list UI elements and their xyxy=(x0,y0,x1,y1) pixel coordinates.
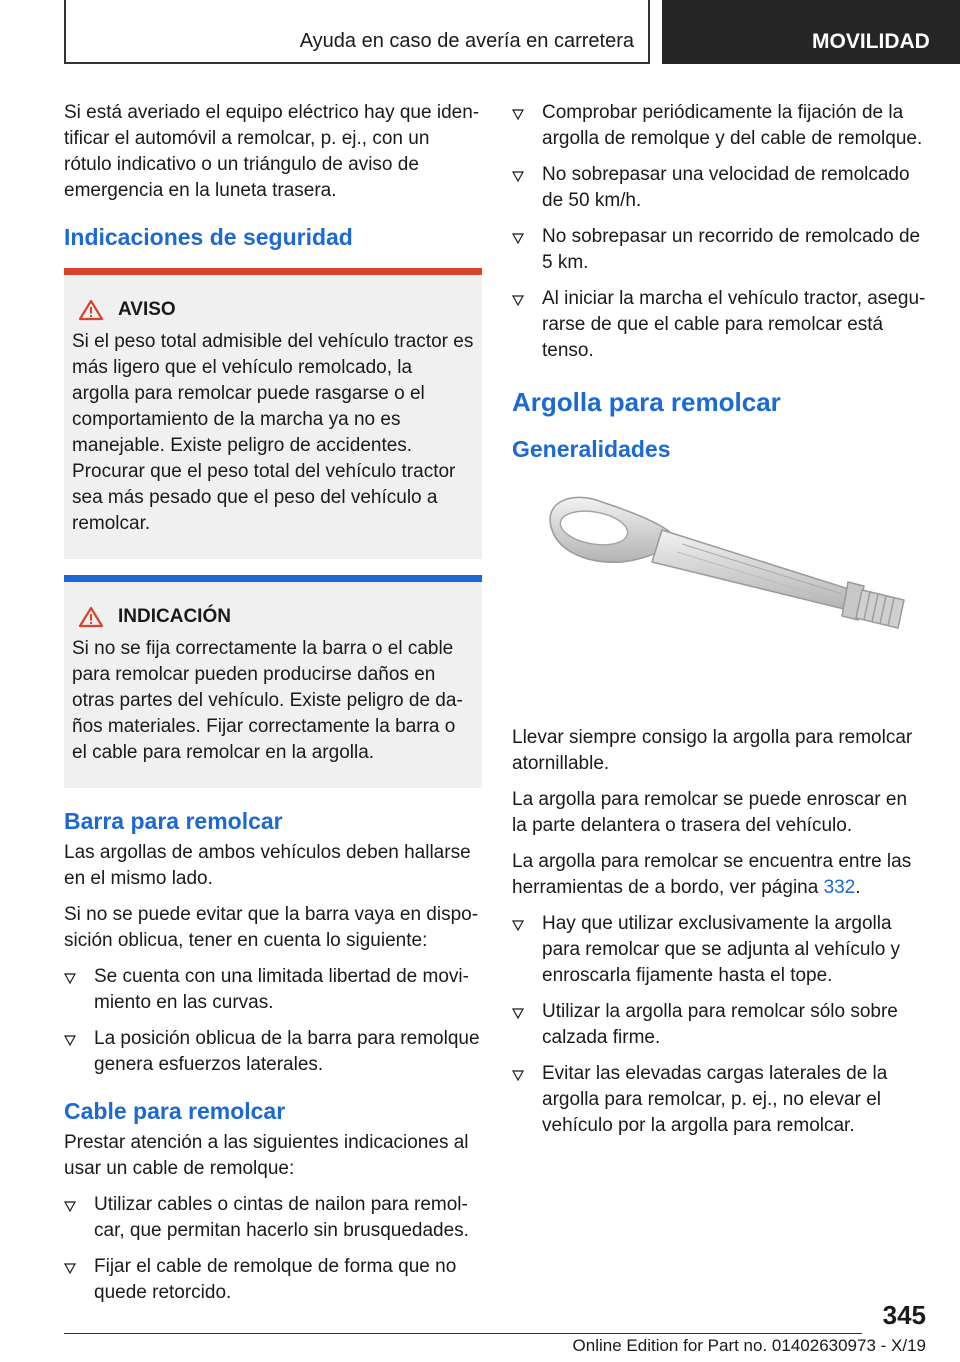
safety-heading: Indicaciones de seguridad xyxy=(64,224,353,250)
list-item: No sobrepasar una velocidad de remolcado de 50 km/h. xyxy=(512,162,926,214)
cable-paragraph: Prestar atención a las siguientes indicaciones al usar un cable de remolque: xyxy=(64,1132,469,1179)
tow-eye-illustration xyxy=(512,482,926,700)
list-item: Utilizar la argolla para remolcar sólo sobre calzada firme. xyxy=(512,999,926,1051)
header-frame xyxy=(64,0,650,64)
cable-list xyxy=(64,1192,482,1306)
left-column xyxy=(64,100,482,1316)
bullet-triangle-icon xyxy=(64,1200,76,1212)
tow-eye-paragraph-1: Llevar siempre consigo la argolla para remolcar atornillable. xyxy=(512,727,913,774)
warning-label: AVISO xyxy=(118,299,176,320)
list-item: Fijar el cable de remolque de forma que no quede retorcido. xyxy=(64,1254,482,1306)
tow-eye-paragraph-3: La argolla para remolcar se encuentra entre las herramientas de a bordo, ver página 332. xyxy=(512,851,912,898)
bullet-triangle-icon xyxy=(512,294,524,306)
section-title: Ayuda en caso de avería en carretera xyxy=(299,30,634,52)
list-item: La posición oblicua de la barra para remolque genera esfuerzos laterales. xyxy=(64,1026,482,1078)
notice-triangle-icon xyxy=(78,606,104,628)
bullet-triangle-icon xyxy=(64,972,76,984)
list-item: Utilizar cables o cintas de nailon para remolcar, que permitan hacerlo sin brusquedades. xyxy=(64,1192,482,1244)
chapter-tab: MOVILIDAD xyxy=(662,0,960,64)
warning-triangle-icon xyxy=(78,299,104,321)
page-number: 345 xyxy=(882,1300,926,1330)
bullet-triangle-icon xyxy=(512,1007,524,1019)
right-column xyxy=(512,100,926,1149)
intro-paragraph: Si está averiado el equipo eléctrico hay que identificar el automóvil a remolcar, p. ej., con un rótulo indicativo o un triángulo de aviso de emergencia en la luneta trasera. xyxy=(64,102,480,201)
cable-list-continued xyxy=(512,100,926,364)
list-item: Al iniciar la marcha el vehículo tractor, asegurarse de que el cable para remolcar está tenso. xyxy=(512,286,926,364)
bar-list xyxy=(64,964,482,1078)
main-heading: Argolla para remolcar xyxy=(512,387,781,417)
bullet-triangle-icon xyxy=(512,108,524,120)
bar-paragraph-2: Si no se puede evitar que la barra vaya en disposición oblicua, tener en cuenta lo siguiente: xyxy=(64,904,479,951)
bullet-triangle-icon xyxy=(512,919,524,931)
warning-text: Si el peso total admisible del vehículo tractor es más ligero que el vehículo remolcado, la argolla para remolcar puede rasgarse o el comportamiento de la marcha ya no es manejable. Existe peligro de accidentes. Procurar que el peso total del vehículo tractor sea más pesado que el peso del vehículo a remolcar. xyxy=(72,331,474,534)
general-heading: Generalidades xyxy=(512,436,671,462)
page-reference-link[interactable]: 332 xyxy=(823,877,856,898)
tow-eye-list xyxy=(512,911,926,1139)
list-item: Se cuenta con una limitada libertad de movimiento en las curvas. xyxy=(64,964,482,1016)
warning-box xyxy=(64,268,482,559)
list-item: Hay que utilizar exclusivamente la argolla para remolcar que se adjunta al vehículo y enroscarla fijamente hasta el tope. xyxy=(512,911,926,989)
bullet-triangle-icon xyxy=(64,1034,76,1046)
bullet-triangle-icon xyxy=(512,1069,524,1081)
bar-heading: Barra para remolcar xyxy=(64,808,283,834)
bullet-triangle-icon xyxy=(512,170,524,182)
tow-eye-paragraph-2: La argolla para remolcar se puede enroscar en la parte delantera o trasera del vehículo. xyxy=(512,789,908,836)
footer-edition: Online Edition for Part no. 01402630973 - X/19 xyxy=(572,1336,926,1355)
notice-label: INDICACIÓN xyxy=(118,606,231,627)
list-item: Comprobar periódicamente la fijación de la argolla de remolque y del cable de remolque. xyxy=(512,100,926,152)
notice-text: Si no se fija correctamente la barra o el cable para remolcar pueden producirse daños en otras partes del vehículo. Existe peligro de daños materiales. Fijar correctamente la barra o el cable para remolcar en la argolla. xyxy=(72,638,463,763)
cable-heading: Cable para remolcar xyxy=(64,1098,286,1124)
list-item: No sobrepasar un recorrido de remolcado de 5 km. xyxy=(512,224,926,276)
list-item: Evitar las elevadas cargas laterales de la argolla para remolcar, p. ej., no elevar el vehículo por la argolla para remolcar. xyxy=(512,1061,926,1139)
bullet-triangle-icon xyxy=(64,1262,76,1274)
notice-box xyxy=(64,575,482,788)
bullet-triangle-icon xyxy=(512,232,524,244)
footer-divider xyxy=(64,1333,862,1334)
bar-paragraph-1: Las argollas de ambos vehículos deben hallarse en el mismo lado. xyxy=(64,842,471,889)
